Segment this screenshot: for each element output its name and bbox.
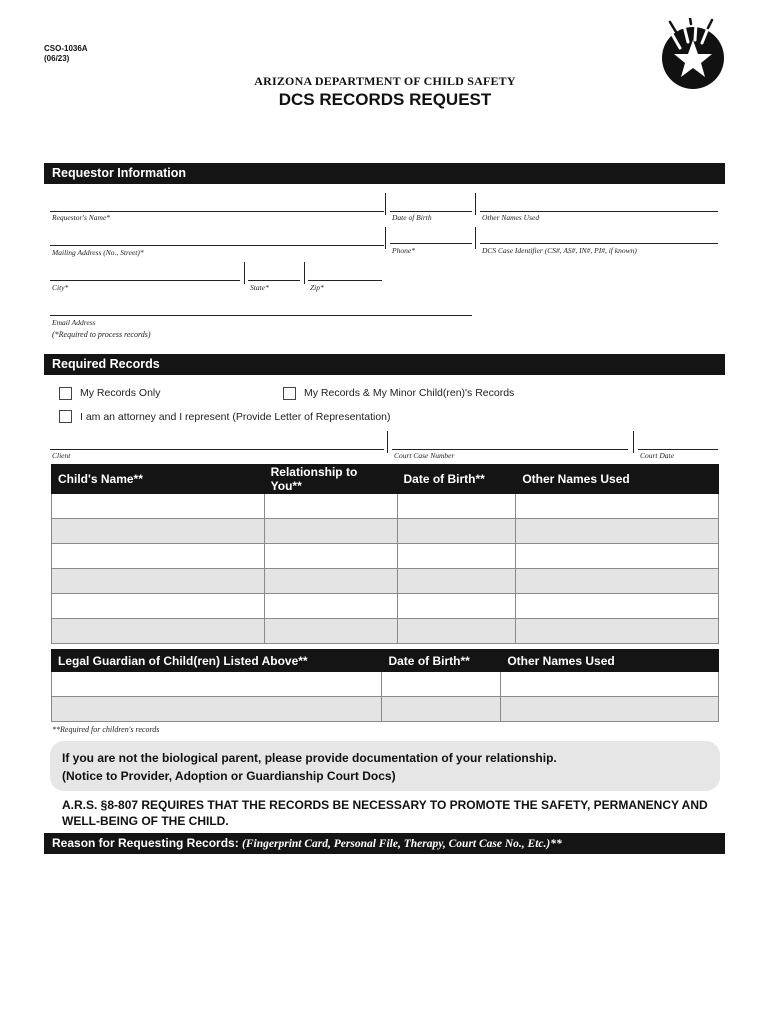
column-header-relationship: Relationship to You** [264, 465, 397, 494]
my-records-only-label: My Records Only [80, 387, 161, 399]
requestor-name-label: Requestor's Name* [52, 213, 111, 222]
child-name-cell[interactable] [52, 569, 265, 594]
field-divider [475, 193, 476, 215]
phone-field[interactable] [390, 243, 472, 244]
requestor-dob-field[interactable] [390, 211, 472, 212]
dcs-logo-icon [660, 18, 726, 90]
dob-cell[interactable] [397, 494, 516, 519]
guardian-table [51, 649, 719, 722]
field-divider [475, 227, 476, 249]
requestor-other-names-label: Other Names Used [482, 213, 540, 222]
dob-cell[interactable] [397, 569, 516, 594]
relationship-cell[interactable] [264, 594, 397, 619]
field-divider [385, 227, 386, 249]
email-field[interactable] [50, 315, 472, 316]
column-header-legal-guardian: Legal Guardian of Child(ren) Listed Above** [52, 650, 382, 672]
my-records-only-checkbox[interactable] [59, 387, 72, 400]
guardian-name-cell[interactable] [52, 672, 382, 697]
client-label: Client [52, 451, 71, 460]
my-and-children-records-label: My Records & My Minor Child(ren)'s Records [304, 387, 515, 399]
field-divider [387, 431, 388, 453]
child-name-cell[interactable] [52, 544, 265, 569]
other-names-cell[interactable] [516, 544, 719, 569]
dob-cell[interactable] [397, 519, 516, 544]
relationship-documentation-callout [50, 741, 720, 791]
child-name-cell[interactable] [52, 494, 265, 519]
child-name-cell[interactable] [52, 594, 265, 619]
children-table-header [52, 465, 719, 494]
callout-line-1: If you are not the biological parent, please provide documentation of your relationship. [62, 751, 557, 765]
city-field[interactable] [50, 280, 240, 281]
field-divider [244, 262, 245, 284]
relationship-cell[interactable] [264, 519, 397, 544]
dob-cell[interactable] [397, 544, 516, 569]
reason-text-area[interactable] [44, 856, 725, 1016]
column-header-guardian-dob: Date of Birth** [382, 650, 501, 672]
table-row [52, 619, 719, 644]
children-table [51, 464, 719, 644]
relationship-cell[interactable] [264, 569, 397, 594]
table-row [52, 519, 719, 544]
table-row [52, 494, 719, 519]
attorney-label: I am an attorney and I represent (Provide Letter of Representation) [80, 411, 391, 423]
court-date-label: Court Date [640, 451, 674, 460]
column-header-childs-name: Child's Name** [52, 465, 265, 494]
other-names-cell[interactable] [516, 569, 719, 594]
relationship-cell[interactable] [264, 544, 397, 569]
requestor-dob-label: Date of Birth [392, 213, 432, 222]
page-title: DCS RECORDS REQUEST [278, 90, 492, 109]
reason-hint: (Fingerprint Card, Personal File, Therapy, Court Case No., Etc.)** [242, 838, 562, 850]
client-field[interactable] [50, 449, 384, 450]
section-required-records: Required Records [44, 354, 725, 375]
guardian-other-names-cell[interactable] [501, 697, 719, 722]
relationship-cell[interactable] [264, 494, 397, 519]
dob-cell[interactable] [397, 594, 516, 619]
court-case-number-label: Court Case Number [394, 451, 455, 460]
guardian-other-names-cell[interactable] [501, 672, 719, 697]
reason-label: Reason for Requesting Records: [52, 836, 239, 850]
callout-line-2: (Notice to Provider, Adoption or Guardianship Court Docs) [62, 769, 396, 783]
other-names-cell[interactable] [516, 519, 719, 544]
attorney-checkbox[interactable] [59, 410, 72, 423]
mailing-address-field[interactable] [50, 245, 384, 246]
mailing-address-label: Mailing Address (No., Street)* [52, 248, 144, 257]
section-requestor-information: Requestor Information [44, 163, 725, 184]
my-and-children-records-checkbox[interactable] [283, 387, 296, 400]
zip-field[interactable] [308, 280, 382, 281]
column-header-other-names: Other Names Used [516, 465, 719, 494]
children-required-note: **Required for children's records [52, 725, 160, 734]
table-row [52, 544, 719, 569]
email-label: Email Address [52, 318, 96, 327]
table-row [52, 569, 719, 594]
state-field[interactable] [248, 280, 300, 281]
table-row [52, 672, 719, 697]
court-date-field[interactable] [638, 449, 718, 450]
state-label: State* [250, 283, 269, 292]
field-divider [304, 262, 305, 284]
court-case-number-field[interactable] [392, 449, 628, 450]
agency-name: ARIZONA DEPARTMENT OF CHILD SAFETY [254, 74, 516, 88]
requestor-name-field[interactable] [50, 211, 384, 212]
dob-cell[interactable] [397, 619, 516, 644]
guardian-dob-cell[interactable] [382, 697, 501, 722]
zip-label: Zip* [310, 283, 324, 292]
column-header-date-of-birth: Date of Birth** [397, 465, 516, 494]
guardian-table-header [52, 650, 719, 672]
city-label: City* [52, 283, 69, 292]
column-header-guardian-other-names: Other Names Used [501, 650, 719, 672]
other-names-cell[interactable] [516, 594, 719, 619]
child-name-cell[interactable] [52, 619, 265, 644]
phone-label: Phone* [392, 246, 415, 255]
required-note: (*Required to process records) [52, 330, 151, 339]
table-row [52, 594, 719, 619]
child-name-cell[interactable] [52, 519, 265, 544]
statute-notice: A.R.S. §8-807 REQUIRES THAT THE RECORDS BE NECESSARY TO PROMOTE THE SAFETY, PERMANENCY AND WELL-BEING OF THE CHILD. [62, 798, 708, 828]
other-names-cell[interactable] [516, 494, 719, 519]
other-names-cell[interactable] [516, 619, 719, 644]
field-divider [385, 193, 386, 215]
field-divider [633, 431, 634, 453]
section-reason-for-request [44, 833, 725, 854]
form-number-block [44, 44, 88, 64]
form-date: (06/23) [44, 54, 70, 63]
table-row [52, 697, 719, 722]
dcs-case-identifier-field[interactable] [480, 243, 718, 244]
form-number: CSO-1036A [44, 44, 88, 53]
guardian-dob-cell[interactable] [382, 672, 501, 697]
guardian-name-cell[interactable] [52, 697, 382, 722]
requestor-other-names-field[interactable] [480, 211, 718, 212]
dcs-case-identifier-label: DCS Case Identifier (CS#, AS#, IN#, PI#, if known) [482, 246, 637, 255]
relationship-cell[interactable] [264, 619, 397, 644]
